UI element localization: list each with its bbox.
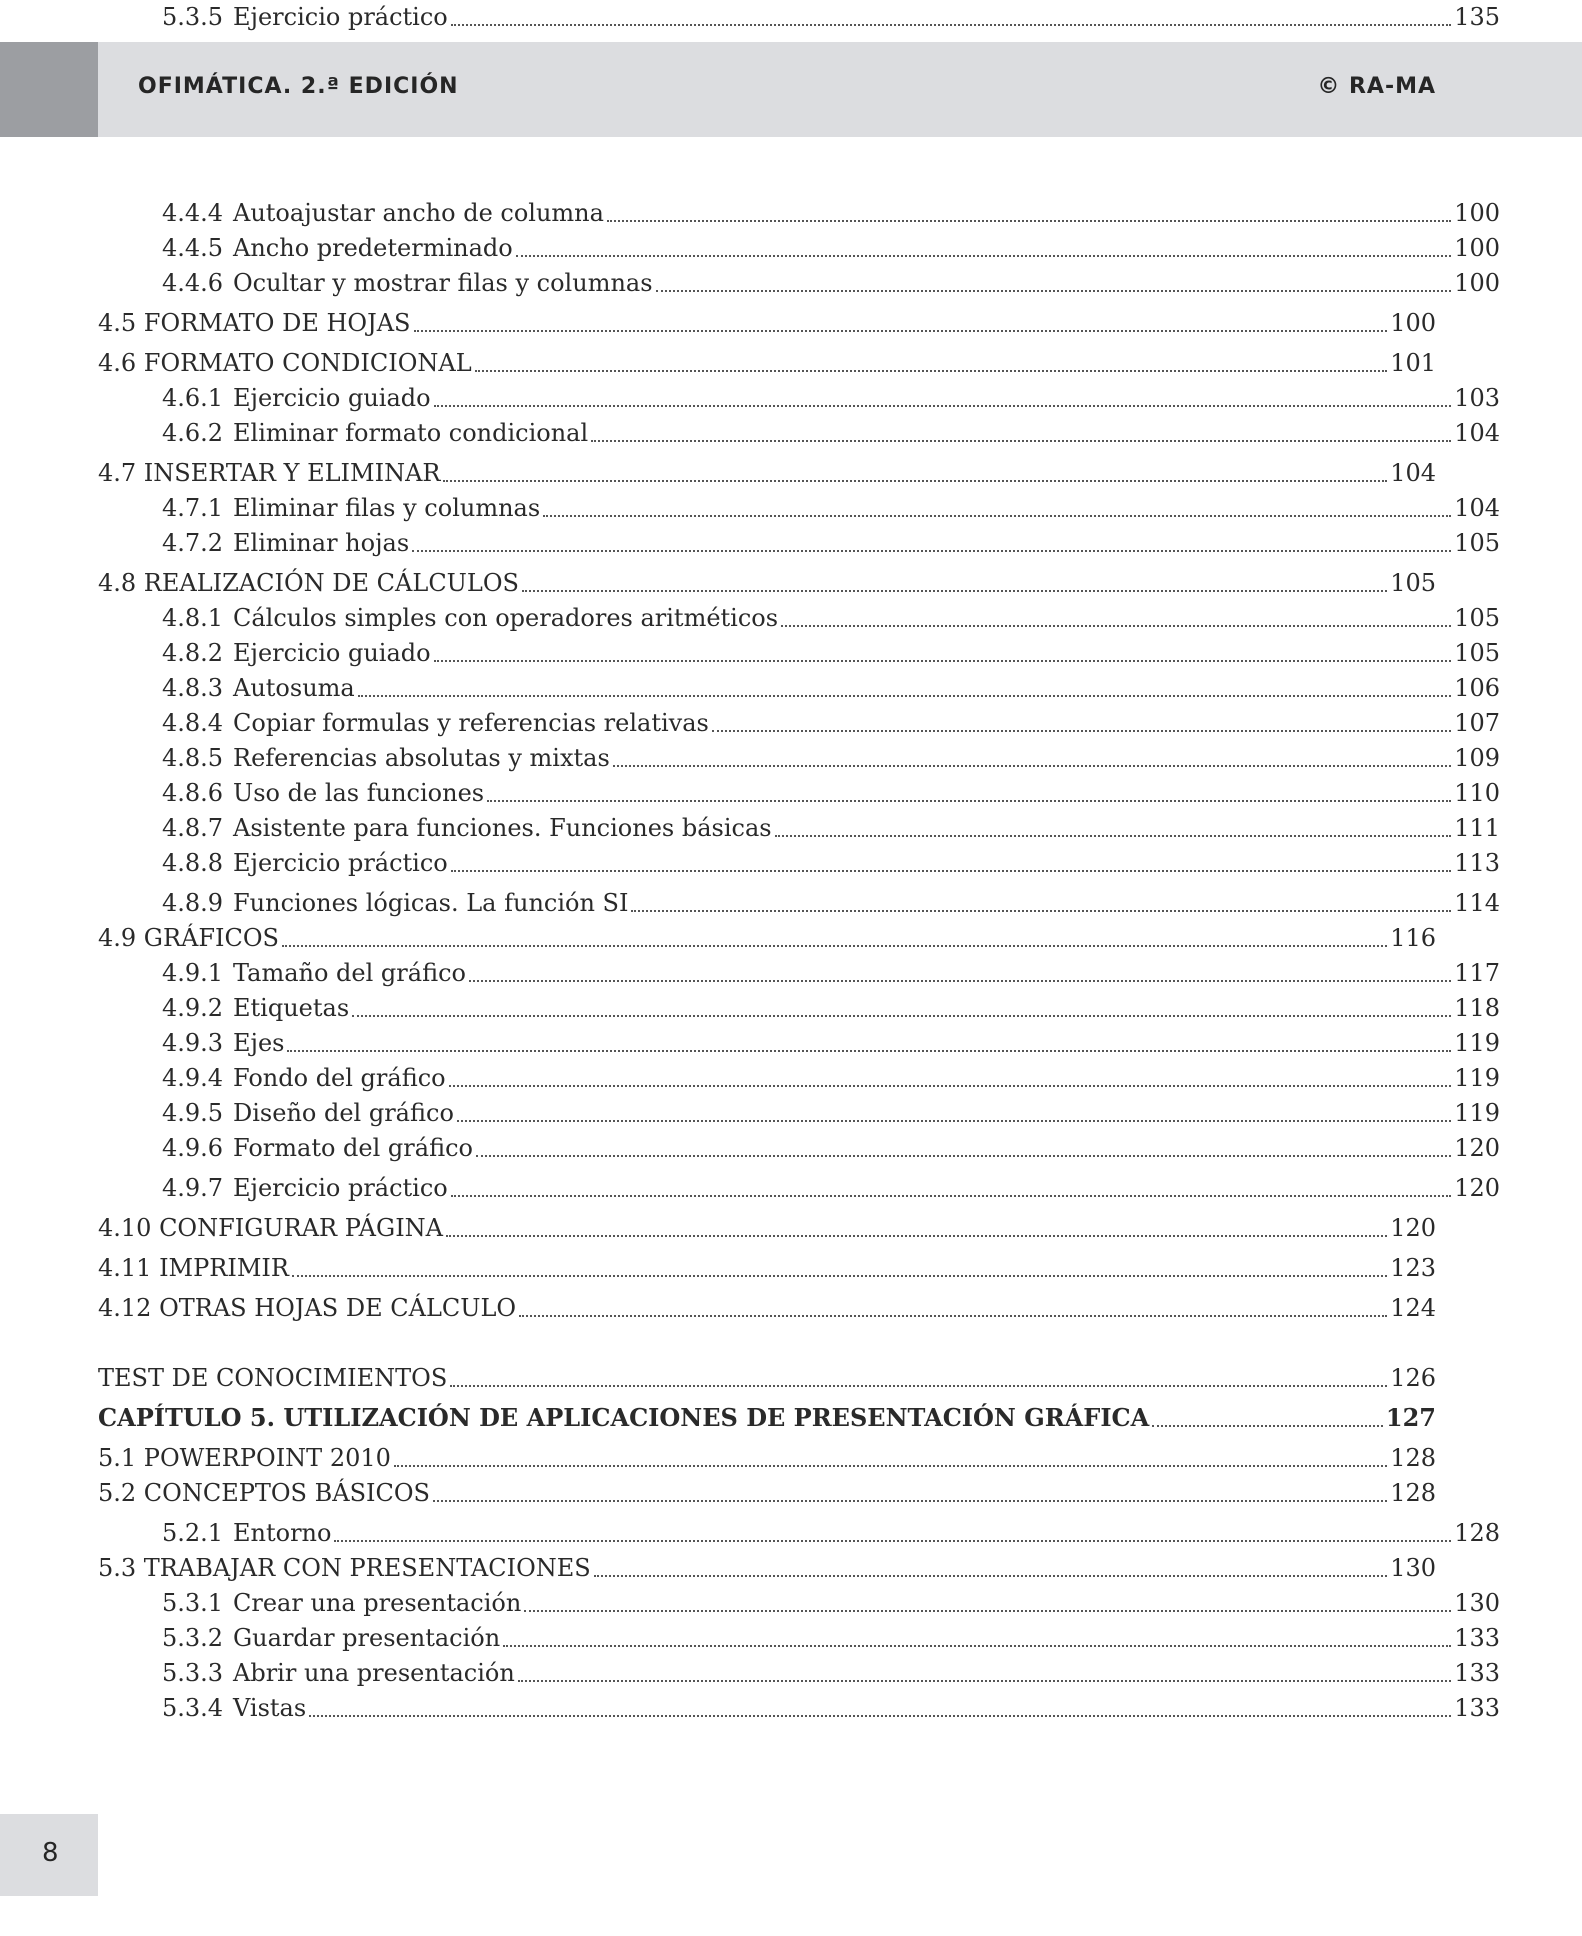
toc-entry-title: Eliminar hojas <box>233 529 410 557</box>
toc-entry <box>98 776 1500 810</box>
toc-entry <box>98 636 1500 670</box>
toc-entry-number: 4.7.1 <box>162 494 224 522</box>
dot-leader <box>451 1195 1451 1197</box>
toc-entry-title: Entorno <box>233 1519 332 1547</box>
dot-leader <box>631 910 1451 912</box>
toc-entry-number: 4.8.9 <box>162 889 224 917</box>
dot-leader <box>414 330 1388 332</box>
toc-entry-page: 118 <box>1454 994 1500 1022</box>
toc-entry-page: 133 <box>1454 1659 1500 1687</box>
toc-entry <box>98 1131 1500 1165</box>
toc-entry-page: 128 <box>1454 1519 1500 1547</box>
toc-entry-page: 130 <box>1454 1589 1500 1617</box>
toc-entry <box>98 1656 1500 1690</box>
toc-entry <box>98 921 1436 955</box>
toc-entry-page: 120 <box>1454 1134 1500 1162</box>
dot-leader <box>524 1610 1451 1612</box>
toc-entry <box>98 886 1500 920</box>
dot-leader <box>1152 1425 1383 1427</box>
dot-leader <box>613 765 1451 767</box>
toc-entry <box>98 456 1436 490</box>
toc-entry-page: 119 <box>1454 1064 1500 1092</box>
toc-entry-page: 110 <box>1454 779 1500 807</box>
toc-entry-number: 4.4.5 <box>162 234 224 262</box>
dot-leader <box>519 1315 1387 1317</box>
toc-entry-title: Referencias absolutas y mixtas <box>233 744 610 772</box>
toc-entry <box>98 526 1500 560</box>
toc-entry <box>98 1251 1436 1285</box>
toc-entry <box>98 1171 1500 1205</box>
toc-entry <box>98 846 1500 880</box>
dot-leader <box>775 835 1452 837</box>
toc-entry-page: 120 <box>1390 1214 1436 1242</box>
toc-entry-page: 133 <box>1454 1694 1500 1722</box>
dot-leader <box>433 1500 1387 1502</box>
toc-entry-title: 4.5 FORMATO DE HOJAS <box>98 309 411 337</box>
dot-leader <box>476 1155 1451 1157</box>
toc-entry-page: 127 <box>1385 1403 1436 1432</box>
toc-entry-page: 105 <box>1454 604 1500 632</box>
toc-entry-title: Autoajustar ancho de columna <box>233 199 604 227</box>
toc-entry-title: Ejercicio práctico <box>233 849 448 877</box>
toc-entry-title: Ejercicio guiado <box>233 384 431 412</box>
toc-entry-number: 4.9.5 <box>162 1099 224 1127</box>
dot-leader <box>656 290 1452 292</box>
toc-entry <box>98 1476 1436 1510</box>
toc-entry <box>98 231 1500 265</box>
toc-entry-title: 4.9 GRÁFICOS <box>98 924 279 952</box>
toc-entry-number: 4.8.1 <box>162 604 224 632</box>
toc-entry-number: 4.9.4 <box>162 1064 224 1092</box>
dot-leader <box>475 370 1388 372</box>
toc-entry-number: 4.8.4 <box>162 709 224 737</box>
toc-entry <box>98 1586 1500 1620</box>
dot-leader <box>712 730 1451 732</box>
toc-entry <box>98 346 1436 380</box>
toc-entry-page: 119 <box>1454 1099 1500 1127</box>
toc-entry-title: Eliminar formato condicional <box>233 419 589 447</box>
toc-entry-page: 105 <box>1454 639 1500 667</box>
toc-entry-title: 4.12 OTRAS HOJAS DE CÁLCULO <box>98 1294 517 1322</box>
toc-entry-title: 4.11 IMPRIMIR <box>98 1254 289 1282</box>
toc-entry-title: Ejercicio guiado <box>233 639 431 667</box>
toc-entry-title: Ejes <box>233 1029 285 1057</box>
toc-entry-title: Copiar formulas y referencias relativas <box>233 709 709 737</box>
toc-entry <box>98 306 1436 340</box>
dot-leader <box>446 1235 1387 1237</box>
toc-entry <box>98 991 1500 1025</box>
publisher-mark: © RA-MA <box>1317 74 1436 99</box>
dot-leader <box>518 1680 1451 1682</box>
dot-leader <box>594 1575 1387 1577</box>
toc-entry-page: 104 <box>1454 494 1500 522</box>
toc-entry <box>98 671 1500 705</box>
toc-entry-number: 4.8.6 <box>162 779 224 807</box>
dot-leader <box>543 515 1451 517</box>
header-accent-block <box>0 42 98 137</box>
toc-entry-page: 105 <box>1390 569 1436 597</box>
dot-leader <box>282 945 1387 947</box>
toc-entry-title: Cálculos simples con operadores aritméticos <box>233 604 779 632</box>
dot-leader <box>287 1050 1451 1052</box>
dot-leader <box>450 1385 1387 1387</box>
dot-leader <box>469 980 1451 982</box>
toc-entry <box>98 416 1500 450</box>
toc-entry-number: 5.3.2 <box>162 1624 224 1652</box>
toc-entry <box>98 196 1500 230</box>
dot-leader <box>434 660 1452 662</box>
dot-leader <box>449 1085 1452 1087</box>
toc-entry-page: 135 <box>1454 3 1500 31</box>
toc-entry-page: 106 <box>1454 674 1500 702</box>
toc-entry-page: 124 <box>1390 1294 1436 1322</box>
dot-leader <box>607 220 1451 222</box>
dot-leader <box>334 1540 1451 1542</box>
toc-entry-number: 4.8.8 <box>162 849 224 877</box>
toc-entry-title: Eliminar filas y columnas <box>233 494 541 522</box>
toc-entry <box>98 1551 1436 1585</box>
toc-entry-title: Tamaño del gráfico <box>233 959 466 987</box>
toc-entry-title: 5.3 TRABAJAR CON PRESENTACIONES <box>98 1554 591 1582</box>
toc-entry-number: 5.3.5 <box>162 3 224 31</box>
toc-entry <box>98 491 1500 525</box>
toc-entry-page: 109 <box>1454 744 1500 772</box>
dot-leader <box>516 255 1451 257</box>
toc-entry <box>98 601 1500 635</box>
toc-entry-number: 4.7.2 <box>162 529 224 557</box>
toc-entry-title: Ejercicio práctico <box>233 1174 448 1202</box>
toc-entry-number: 5.3.3 <box>162 1659 224 1687</box>
toc-entry-page: 104 <box>1390 459 1436 487</box>
toc-entry-page: 133 <box>1454 1624 1500 1652</box>
toc-entry-number: 4.9.3 <box>162 1029 224 1057</box>
toc-entry-number: 4.9.7 <box>162 1174 224 1202</box>
dot-leader <box>394 1465 1387 1467</box>
toc-entry <box>98 0 1500 34</box>
toc-entry-number: 4.8.7 <box>162 814 224 842</box>
dot-leader <box>358 695 1451 697</box>
toc-entry-page: 126 <box>1390 1364 1436 1392</box>
toc-entry <box>98 1441 1436 1475</box>
toc-entry <box>98 1096 1500 1130</box>
toc-entry <box>98 706 1500 740</box>
toc-entry-title: Etiquetas <box>233 994 350 1022</box>
toc-entry-page: 116 <box>1390 924 1436 952</box>
toc-entry-title: Guardar presentación <box>233 1624 501 1652</box>
toc-entry-number: 4.6.2 <box>162 419 224 447</box>
dot-leader <box>457 1120 1451 1122</box>
dot-leader <box>451 24 1451 26</box>
toc-entry-number: 4.8.2 <box>162 639 224 667</box>
toc-entry <box>98 956 1500 990</box>
toc-entry-page: 101 <box>1390 349 1436 377</box>
toc-entry <box>98 1026 1500 1060</box>
toc-entry-page: 117 <box>1454 959 1500 987</box>
toc-entry-page: 104 <box>1454 419 1500 447</box>
toc-entry-title: Asistente para funciones. Funciones básicas <box>233 814 772 842</box>
toc-entry-page: 128 <box>1390 1479 1436 1507</box>
toc-entry-title: Diseño del gráfico <box>233 1099 454 1127</box>
toc-entry-page: 100 <box>1390 309 1436 337</box>
page-number: 8 <box>42 1838 59 1868</box>
toc-entry-page: 107 <box>1454 709 1500 737</box>
toc-entry-page: 130 <box>1390 1554 1436 1582</box>
dot-leader <box>352 1015 1451 1017</box>
toc-entry-number: 4.8.5 <box>162 744 224 772</box>
toc-entry-title: Funciones lógicas. La función SI <box>233 889 629 917</box>
toc-entry-title: Autosuma <box>233 674 355 702</box>
dot-leader <box>487 800 1451 802</box>
toc-entry-page: 113 <box>1454 849 1500 877</box>
toc-entry <box>98 1516 1500 1550</box>
toc-chapter-entry <box>98 1401 1436 1435</box>
dot-leader <box>292 1275 1387 1277</box>
toc-entry-number: 4.4.6 <box>162 269 224 297</box>
toc-entry <box>98 1691 1500 1725</box>
toc-entry <box>98 741 1500 775</box>
toc-entry-title: Formato del gráfico <box>233 1134 473 1162</box>
running-title: OFIMÁTICA. 2.ª EDICIÓN <box>138 74 459 99</box>
dot-leader <box>309 1715 1451 1717</box>
toc-entry-number: 5.3.4 <box>162 1694 224 1722</box>
dot-leader <box>503 1645 1451 1647</box>
toc-entry-page: 128 <box>1390 1444 1436 1472</box>
toc-entry-page: 123 <box>1390 1254 1436 1282</box>
toc-entry <box>98 266 1500 300</box>
toc-entry-title: 4.6 FORMATO CONDICIONAL <box>98 349 472 377</box>
toc-entry-title: Ocultar y mostrar filas y columnas <box>233 269 653 297</box>
toc-entry <box>98 1291 1436 1325</box>
toc-entry-number: 4.6.1 <box>162 384 224 412</box>
toc-entry-title: Fondo del gráfico <box>233 1064 446 1092</box>
dot-leader <box>591 440 1451 442</box>
toc-entry <box>98 811 1500 845</box>
toc-entry-title: 5.2 CONCEPTOS BÁSICOS <box>98 1479 430 1507</box>
toc-entry-number: 4.9.2 <box>162 994 224 1022</box>
toc-entry-title: 4.10 CONFIGURAR PÁGINA <box>98 1214 443 1242</box>
toc-entry-title: Ejercicio práctico <box>233 3 448 31</box>
toc-entry-title: Ancho predeterminado <box>233 234 513 262</box>
toc-entry-title: Abrir una presentación <box>233 1659 515 1687</box>
toc-entry <box>98 1061 1500 1095</box>
toc-entry-title: TEST DE CONOCIMIENTOS <box>98 1364 448 1392</box>
toc-entry-page: 120 <box>1454 1174 1500 1202</box>
dot-leader <box>451 870 1451 872</box>
toc-entry-number: 4.9.1 <box>162 959 224 987</box>
toc-entry-title: 5.1 POWERPOINT 2010 <box>98 1444 391 1472</box>
toc-entry-number: 5.3.1 <box>162 1589 224 1617</box>
toc-entry-number: 5.2.1 <box>162 1519 224 1547</box>
toc-entry-title: Uso de las funciones <box>233 779 485 807</box>
toc-entry <box>98 566 1436 600</box>
toc-entry-title: Crear una presentación <box>233 1589 522 1617</box>
toc-entry-page: 119 <box>1454 1029 1500 1057</box>
dot-leader <box>434 405 1452 407</box>
dot-leader <box>522 590 1387 592</box>
toc-entry <box>98 381 1500 415</box>
toc-entry <box>98 1211 1436 1245</box>
dot-leader <box>443 480 1387 482</box>
toc-entry-number: 4.4.4 <box>162 199 224 227</box>
toc-entry-page: 100 <box>1454 269 1500 297</box>
toc-entry-page: 111 <box>1454 814 1500 842</box>
toc-entry-number: 4.9.6 <box>162 1134 224 1162</box>
toc-entry-page: 114 <box>1454 889 1500 917</box>
toc-entry-page: 100 <box>1454 234 1500 262</box>
dot-leader <box>412 550 1451 552</box>
dot-leader <box>781 625 1451 627</box>
toc-entry-page: 103 <box>1454 384 1500 412</box>
toc-entry-title: Vistas <box>233 1694 307 1722</box>
toc-entry-page: 100 <box>1454 199 1500 227</box>
toc-entry-page: 105 <box>1454 529 1500 557</box>
toc-entry <box>98 1361 1436 1395</box>
toc-entry <box>98 1621 1500 1655</box>
toc-entry-title: 4.7 INSERTAR Y ELIMINAR <box>98 459 441 487</box>
toc-entry-title: CAPÍTULO 5. UTILIZACIÓN DE APLICACIONES DE PRESENTACIÓN GRÁFICA <box>98 1403 1150 1432</box>
toc-entry-title: 4.8 REALIZACIÓN DE CÁLCULOS <box>98 569 519 597</box>
toc-entry-number: 4.8.3 <box>162 674 224 702</box>
